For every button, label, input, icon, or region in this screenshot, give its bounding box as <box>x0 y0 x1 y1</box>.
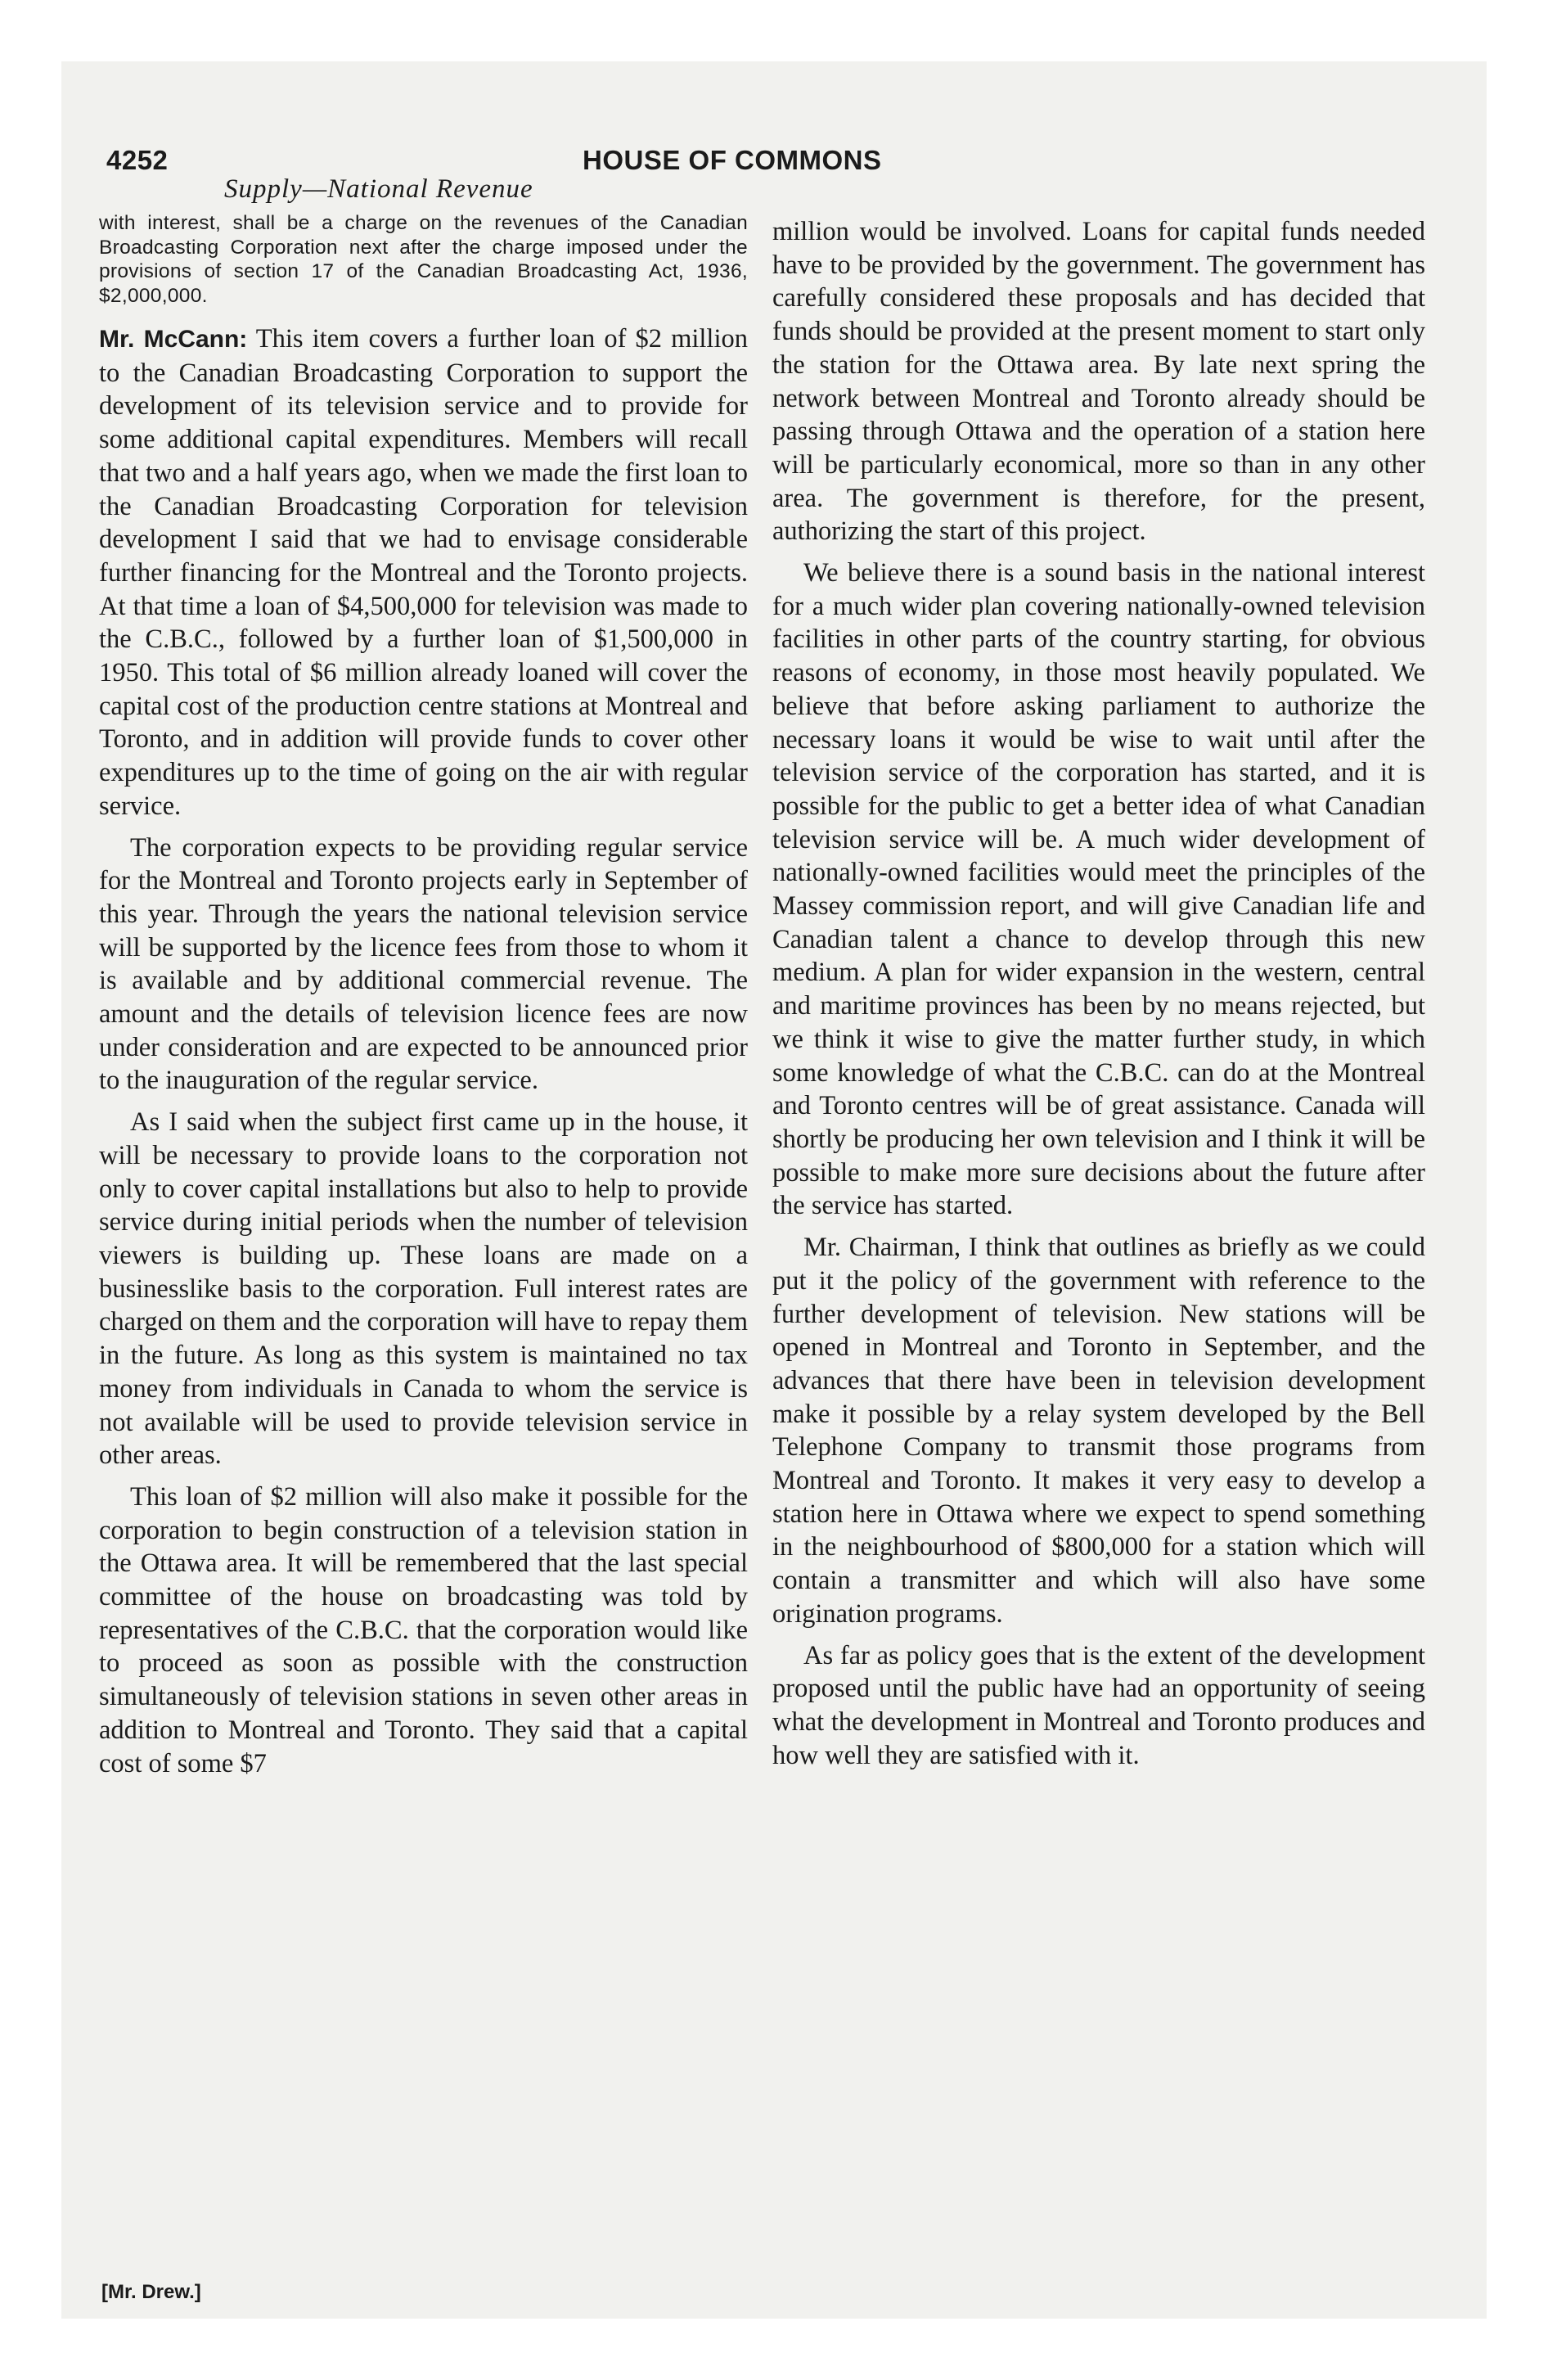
speech-paragraph: We believe there is a sound basis in the national interest for a much wider plan covering nationally-owned television facilities in other parts of the country starting, for obvious reasons of economy, in those most heavily populated. We believe that before asking parliament to authorize the necessary loans it would be wise to wait until after the television service of the corporation has started, and it is possible for the public to get a better idea of what Canadian television service will be. A much wider development of nationally-owned facilities would meet the principles of the Massey commission report, and will give Canadian life and Canadian talent a chance to develop through this new medium. A plan for wider expansion in the western, central and maritime provinces has been by no means rejected, but we think it wise to give the matter further study, in which some knowledge of what the C.B.C. can do at the Montreal and Toronto centres will be of great assistance. Canada will shortly be producing her own television and I think it will be possible to make more sure decisions about the future after the service has started. <box>772 558 1425 1221</box>
speaker-name: Mr. McCann: <box>99 326 248 353</box>
page-title: HOUSE OF COMMONS <box>583 145 882 175</box>
speech-paragraph: million would be involved. Loans for capital funds needed have to be provided by the government. The government has carefully considered these proposals and has decided that funds should be provided at the present moment to start only the station for the Ottawa area. By late next spring the network between Montreal and Toronto already should be passing through Ottawa and the operation of a station here will be particularly economical, more so than in any other area. The government is therefore, for the present, authorizing the start of this project. <box>772 217 1425 547</box>
footer-speaker-note: [Mr. Drew.] <box>101 2281 201 2303</box>
speech-paragraph: As I said when the subject first came up in the house, it will be necessary to provide loans to the corporation not only to cover capital installations but also to help to provide service during initial periods when the number of television viewers is building up. These loans are made on a businesslike basis to the corporation. Full interest rates are charged on them and the corporation will have to repay them in the future. As long as this system is maintained no tax money from individuals in Canada to whom the service is not available will be used to provide television service in other areas. <box>99 1107 748 1471</box>
page-number: 4252 <box>106 145 169 175</box>
speech-paragraph: Mr. Chairman, I think that outlines as briefly as we could put it the policy of the government with reference to the further development of television. New stations will be opened in Montreal and Toronto in September, and the advances that there have been in television development make it possible by a relay system developed by the Bell Telephone Company to transmit those programs from Montreal and Toronto. It makes it very easy to develop a station here in Ottawa where we expect to spend something in the neighbourhood of $800,000 for a station which will contain a transmitter and which will also have some origination programs. <box>772 1233 1425 1629</box>
right-column <box>772 212 1425 1780</box>
hansard-page <box>61 61 1487 2319</box>
speech-paragraph: The corporation expects to be providing regular service for the Montreal and Toronto projects early in September of this year. Through the years the national television service will be supported by the licence fees from those to whom it is available and by additional commercial revenue. The amount and the details of television licence fees are now under consideration and are expected to be announced prior to the inauguration of the regular service. <box>99 832 748 1096</box>
speech-text: This item covers a further loan of $2 million to the Canadian Broadcasting Corporation to support the development of its television service and to provide for some additional capital expenditures. Members will recall that two and a half years ago, when we made the first loan to the Canadian Broadcasting Corporation for television development I said that we had to envisage considerable further financing for the Montreal and the Toronto projects. At that time a loan of $4,500,000 for television was made to the C.B.C., followed by a further loan of $1,500,000 in 1950. This total of $6 million already loaned will cover the capital cost of the production centre stations at Montreal and Toronto, and in addition will provide funds to cover other expenditures up to the time of going on the air with regular service. <box>99 324 748 821</box>
resolution-text: with interest, shall be a charge on the revenues of the Canadian Broadcasting Corporation next after the charge imposed under the provisions of section 17 of the Canadian Broadcasting Act, 1936, $2,000,000. <box>99 212 748 307</box>
speech-paragraph <box>99 322 748 823</box>
running-head: Supply—National Revenue <box>224 174 533 204</box>
speech-paragraph: This loan of $2 million will also make it possible for the corporation to begin construction of a television station in the Ottawa area. It will be remembered that the last special committee of the house on broadcasting was told by representatives of the C.B.C. that the corporation would like to proceed as soon as possible with the construction simultaneously of television stations in seven other areas in addition to Montreal and Toronto. They said that a capital cost of some $7 <box>99 1481 748 1778</box>
speech-paragraph: As far as policy goes that is the extent of the development proposed until the public have had an opportunity of seeing what the development in Montreal and Toronto produces and how well they are satisfied with it. <box>772 1640 1425 1770</box>
left-column <box>99 211 748 1788</box>
